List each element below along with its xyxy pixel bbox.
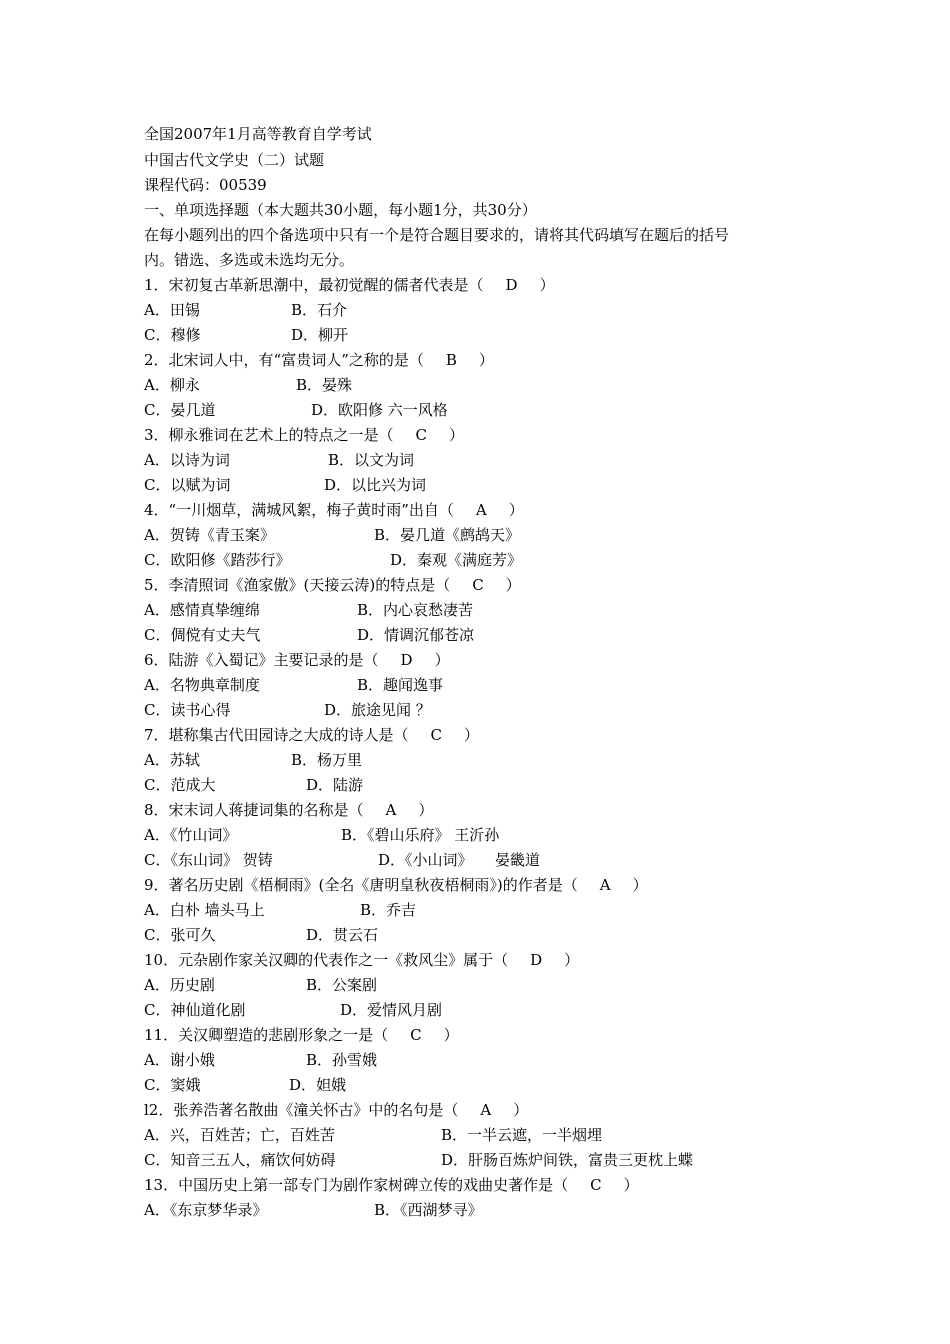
option-d: D．肝肠百炼炉间铁，富贵三更枕上蝶 [441,1151,694,1169]
option-d: D．旅途见闻 ？ [324,701,431,719]
question-text: 10．元杂剧作家关汉卿的代表作之一《救风尘》属于（ [144,951,509,969]
option-d: D．欧阳修 六一风格 [311,401,448,419]
question-text: 13．中国历史上第一部专门为剧作家树碑立传的戏曲史著作是（ [144,1176,569,1194]
option-c: C．范成大 [144,776,216,794]
question-stem [144,423,464,448]
option-c: C．穆修 [144,326,201,344]
option-b: B．孙雪娥 [306,1051,378,1069]
option-c: C．《东山词》 贺铸 [144,851,273,869]
option-c: C．欧阳修《踏莎行》 [144,551,291,569]
option-a: A．苏轼 [144,751,200,769]
answer-letter: A [385,801,397,819]
question-stem [144,1023,459,1048]
answer-letter: C [410,1026,422,1044]
option-a: A．白朴 墙头马上 [144,901,265,919]
question-stem [144,573,521,598]
answer-letter: D [400,651,413,669]
close-paren: ） [508,501,524,519]
question-stem [144,348,494,373]
question-text: 8．宋末词人蒋捷词集的名称是（ [144,801,364,819]
option-a: A．田锡 [144,301,200,319]
option-d: D．贯云石 [306,926,379,944]
option-a: A．贺铸《青玉案》 [144,526,275,544]
option-d: D．陆游 [306,776,364,794]
option-d: D．妲娥 [289,1076,347,1094]
option-b: B．以文为词 [328,451,415,469]
question-text: l2．张养浩著名散曲《潼关怀古》中的名句是（ [144,1101,459,1119]
option-a: A．《竹山词》 [144,826,238,844]
option-a: A．谢小娥 [144,1051,215,1069]
option-c: C．以赋为词 [144,476,231,494]
option-c: C．倜傥有丈夫气 [144,626,261,644]
question-stem [144,723,479,748]
answer-letter: A [599,876,611,894]
question-text: 3．柳永雅词在艺术上的特点之一是（ [144,426,394,444]
question-stem [144,1173,639,1198]
close-paren: ） [505,576,521,594]
course-code: 课程代码：00539 [144,176,267,194]
option-c: C．张可久 [144,926,216,944]
question-stem [144,798,433,823]
answer-letter: C [415,426,428,444]
option-b: B．《西湖梦寻》 [374,1201,483,1219]
question-text: 2．北宋词人中，有“富贵词人”之称的是（ [144,351,424,369]
answer-letter: C [472,576,484,594]
option-a: A．以诗为词 [144,451,230,469]
exam-subtitle: 中国古代文学史（二）试题 [144,151,325,169]
option-d: D．《小山词》 晏畿道 [378,851,541,869]
option-b: B．趣闻逸事 [357,676,444,694]
option-b: B．内心哀愁凄苦 [357,601,474,619]
option-b: B．一半云遮，一半烟埋 [441,1126,603,1144]
question-text: 4．“一川烟草，满城风絮，梅子黄时雨”出自（ [144,501,454,519]
option-b: B．石介 [291,301,348,319]
option-a: A．感情真挚缠绵 [144,601,260,619]
option-d: D．以比兴为词 [324,476,427,494]
question-stem [144,948,579,973]
option-c: C．晏几道 [144,401,216,419]
question-text: 5．李清照词《渔家傲》(天接云涛)的特点是（ [144,576,451,594]
close-paren: ） [478,351,494,369]
instruction-line: 内。错选、多选或未选均无分。 [144,251,355,269]
option-c: C．窦娥 [144,1076,201,1094]
answer-letter: B [445,351,457,369]
option-d: D．情调沉郁苍凉 [357,626,475,644]
option-a: A．《东京梦华录》 [144,1201,268,1219]
option-d: D．爱情风月剧 [340,1001,443,1019]
section-heading: 一、单项选择题（本大题共30小题，每小题1分，共30分） [144,201,537,219]
option-b: B．晏几道《鹧鸪天》 [374,526,521,544]
option-c: C．读书心得 [144,701,231,719]
close-paren: ） [623,1176,639,1194]
close-paren: ） [564,951,580,969]
option-d: D．柳开 [291,326,349,344]
option-b: B．杨万里 [291,751,363,769]
answer-letter: A [475,501,487,519]
close-paren: ） [464,726,480,744]
option-c: C．知音三五人，痛饮何妨碍 [144,1151,336,1169]
close-paren: ） [513,1101,529,1119]
instruction-line: 在每小题列出的四个备选项中只有一个是符合题目要求的，请将其代码填写在题后的括号 [144,226,730,244]
question-stem [144,1098,528,1123]
option-b: B．《碧山乐府》 王沂孙 [341,826,500,844]
close-paren: ） [443,1026,459,1044]
answer-letter: C [430,726,443,744]
option-a: A．兴，百姓苦；亡，百姓苦 [144,1126,335,1144]
question-text: 1．宋初复古革新思潮中，最初觉醒的儒者代表是（ [144,276,484,294]
close-paren: ） [418,801,434,819]
option-b: B．乔吉 [360,901,417,919]
option-b: B．晏殊 [296,376,353,394]
question-text: 6．陆游《入蜀记》主要记录的是（ [144,651,379,669]
answer-letter: D [505,276,518,294]
close-paren: ） [632,876,648,894]
close-paren: ） [434,651,450,669]
question-text: 9．著名历史剧《梧桐雨》(全名《唐明皇秋夜梧桐雨》)的作者是（ [144,876,578,894]
option-a: A．柳永 [144,376,200,394]
option-b: B．公案剧 [306,976,378,994]
question-stem [144,498,524,523]
question-text: 7．堪称集古代田园诗之大成的诗人是（ [144,726,409,744]
option-a: A．名物典章制度 [144,676,260,694]
close-paren: ） [449,426,465,444]
question-stem [144,273,555,298]
question-stem [144,648,450,673]
answer-letter: A [480,1101,492,1119]
close-paren: ） [539,276,555,294]
exam-title: 全国2007年1月高等教育自学考试 [144,125,372,143]
option-a: A．历史剧 [144,976,215,994]
question-stem [144,873,648,898]
answer-letter: D [530,951,543,969]
option-d: D．秦观《满庭芳》 [390,551,523,569]
answer-letter: C [590,1176,602,1194]
question-text: 11．关汉卿塑造的悲剧形象之一是（ [144,1026,389,1044]
option-c: C．神仙道化剧 [144,1001,246,1019]
